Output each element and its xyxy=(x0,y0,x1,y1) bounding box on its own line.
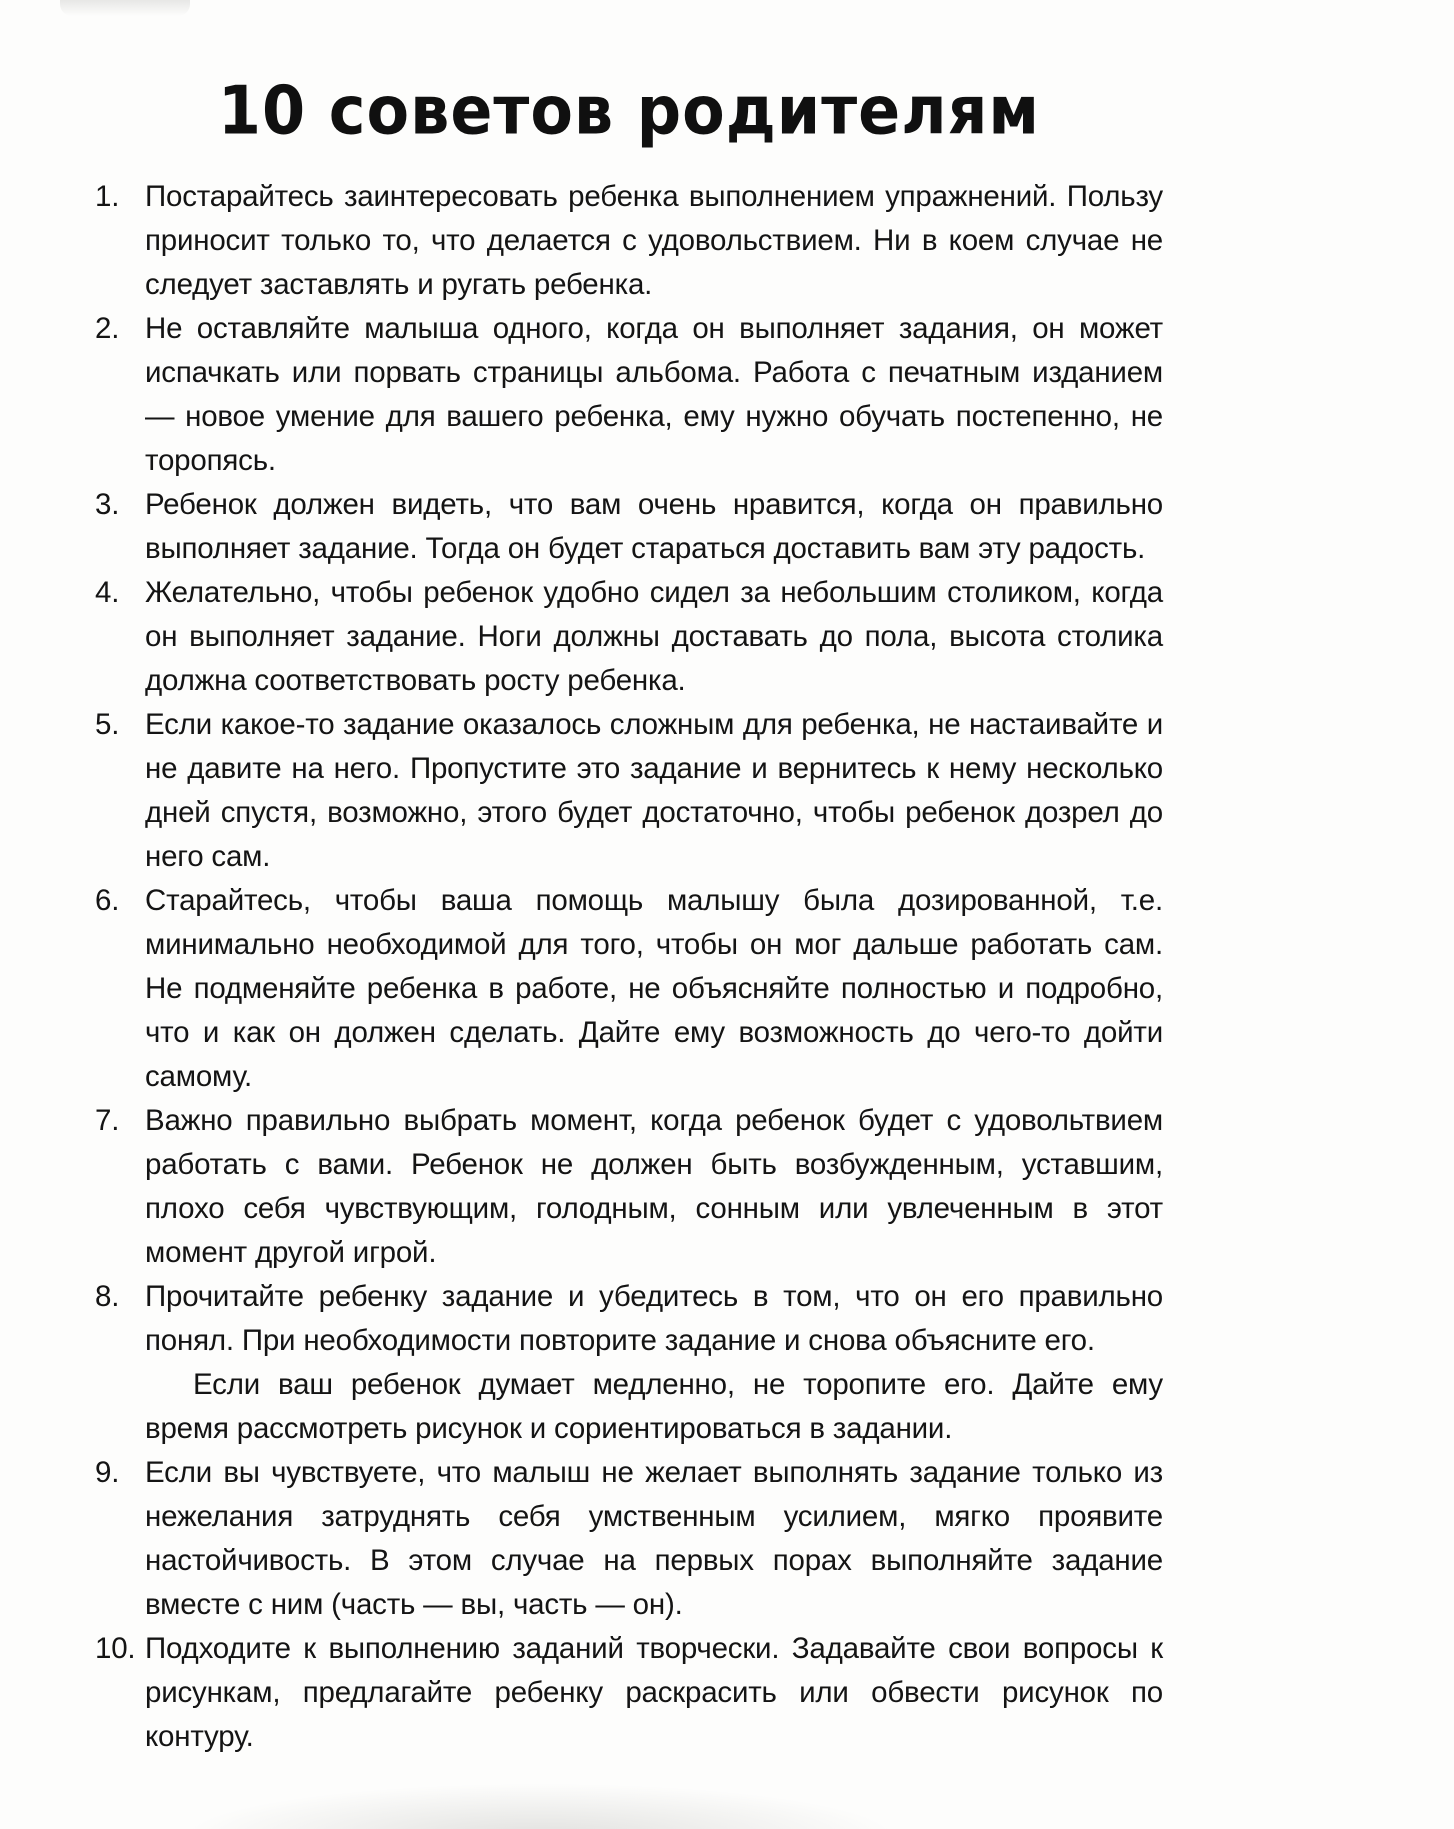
tip-number: 8. xyxy=(95,1280,120,1314)
tip-item xyxy=(95,879,1163,1099)
tip-text xyxy=(145,483,1163,571)
tip-text xyxy=(145,1275,1163,1451)
scan-shadow-bottom xyxy=(180,1783,900,1829)
tip-item xyxy=(95,175,1163,307)
tip-item xyxy=(95,1275,1163,1451)
tip-item xyxy=(95,1099,1163,1275)
tip-number: 4. xyxy=(95,576,120,610)
tip-item xyxy=(95,1451,1163,1627)
tip-text xyxy=(145,1627,1163,1759)
tip-paragraph: Постарайтесь заинтересовать ребенка выполнением упражнений. Пользу приносит только то, что делается с удовольствием. Ни в коем случае не следует заставлять и ругать ребенка. xyxy=(145,180,1163,302)
tip-paragraph: Подходите к выполнению заданий творчески. Задавайте свои вопросы к рисункам, предлагайте ребенку раскрасить или обвести рисунок по контуру. xyxy=(145,1632,1163,1754)
tip-item xyxy=(95,1627,1163,1759)
tip-item xyxy=(95,483,1163,571)
tips-list xyxy=(95,175,1163,1759)
page-title: 10 советов родителям xyxy=(217,70,1041,150)
tip-paragraph: Желательно, чтобы ребенок удобно сидел за небольшим столиком, когда он выполняет задание. Ноги должны доставать до пола, высота столика должна соответствовать росту ребенка. xyxy=(145,576,1163,698)
tip-number: 1. xyxy=(95,180,120,214)
tip-paragraph: Если какое-то задание оказалось сложным для ребенка, не настаивайте и не давите на него. Пропустите это задание и вернитесь к нему несколько дней спустя, возможно, этого будет достаточно, чтобы ребенок дозрел до него сам. xyxy=(145,708,1163,874)
tip-paragraph: Старайтесь, чтобы ваша помощь малышу была дозированной, т.е. минимально необходимой для того, чтобы он мог дальше работать сам. Не подменяйте ребенка в работе, не объясняйте полностью и подробно, что и как он должен сделать. Дайте ему возможность до чего-то дойти самому. xyxy=(145,884,1163,1094)
page-content xyxy=(95,0,1163,1759)
tip-number: 2. xyxy=(95,312,120,346)
tip-text xyxy=(145,571,1163,703)
tip-text xyxy=(145,879,1163,1099)
tip-item xyxy=(95,703,1163,879)
tip-paragraph: Прочитайте ребенку задание и убедитесь в том, что он его правильно понял. При необходимости повторите задание и снова объясните его. xyxy=(145,1280,1163,1358)
tip-paragraph: Ребенок должен видеть, что вам очень нравится, когда он правильно выполняет задание. Тогда он будет стараться доставить вам эту радость. xyxy=(145,488,1163,566)
tip-number: 5. xyxy=(95,708,120,742)
tip-paragraph: Не оставляйте малыша одного, когда он выполняет задания, он может испачкать или порвать страницы альбома. Работа с печатным изданием — новое умение для вашего ребенка, ему нужно обучать постепенно, не торопясь. xyxy=(145,312,1163,478)
tip-paragraph: Важно правильно выбрать момент, когда ребенок будет с удовольтвием работать с вами. Ребенок не должен быть возбужденным, уставшим, плохо себя чувствующим, голодным, сонным или увлеченным в этот момент другой игрой. xyxy=(145,1104,1163,1270)
tip-text xyxy=(145,175,1163,307)
tip-text xyxy=(145,307,1163,483)
tip-number: 10. xyxy=(95,1632,136,1666)
tip-number: 7. xyxy=(95,1104,120,1138)
tip-text xyxy=(145,1451,1163,1627)
tip-paragraph: Если вы чувствуете, что малыш не желает выполнять задание только из нежелания затруднять себя умственным усилием, мягко проявите настойчивость. В этом случае на первых порах выполняйте задание вместе с ним (часть — вы, часть — он). xyxy=(145,1456,1163,1622)
tip-text xyxy=(145,703,1163,879)
tip-number: 6. xyxy=(95,884,120,918)
tip-text xyxy=(145,1099,1163,1275)
tip-item xyxy=(95,307,1163,483)
tip-number: 3. xyxy=(95,488,120,522)
tip-number: 9. xyxy=(95,1456,120,1490)
tip-paragraph-indented: Если ваш ребенок думает медленно, не торопите его. Дайте ему время рассмотреть рисунок и сориентироваться в задании. xyxy=(145,1368,1163,1446)
tip-item xyxy=(95,571,1163,703)
